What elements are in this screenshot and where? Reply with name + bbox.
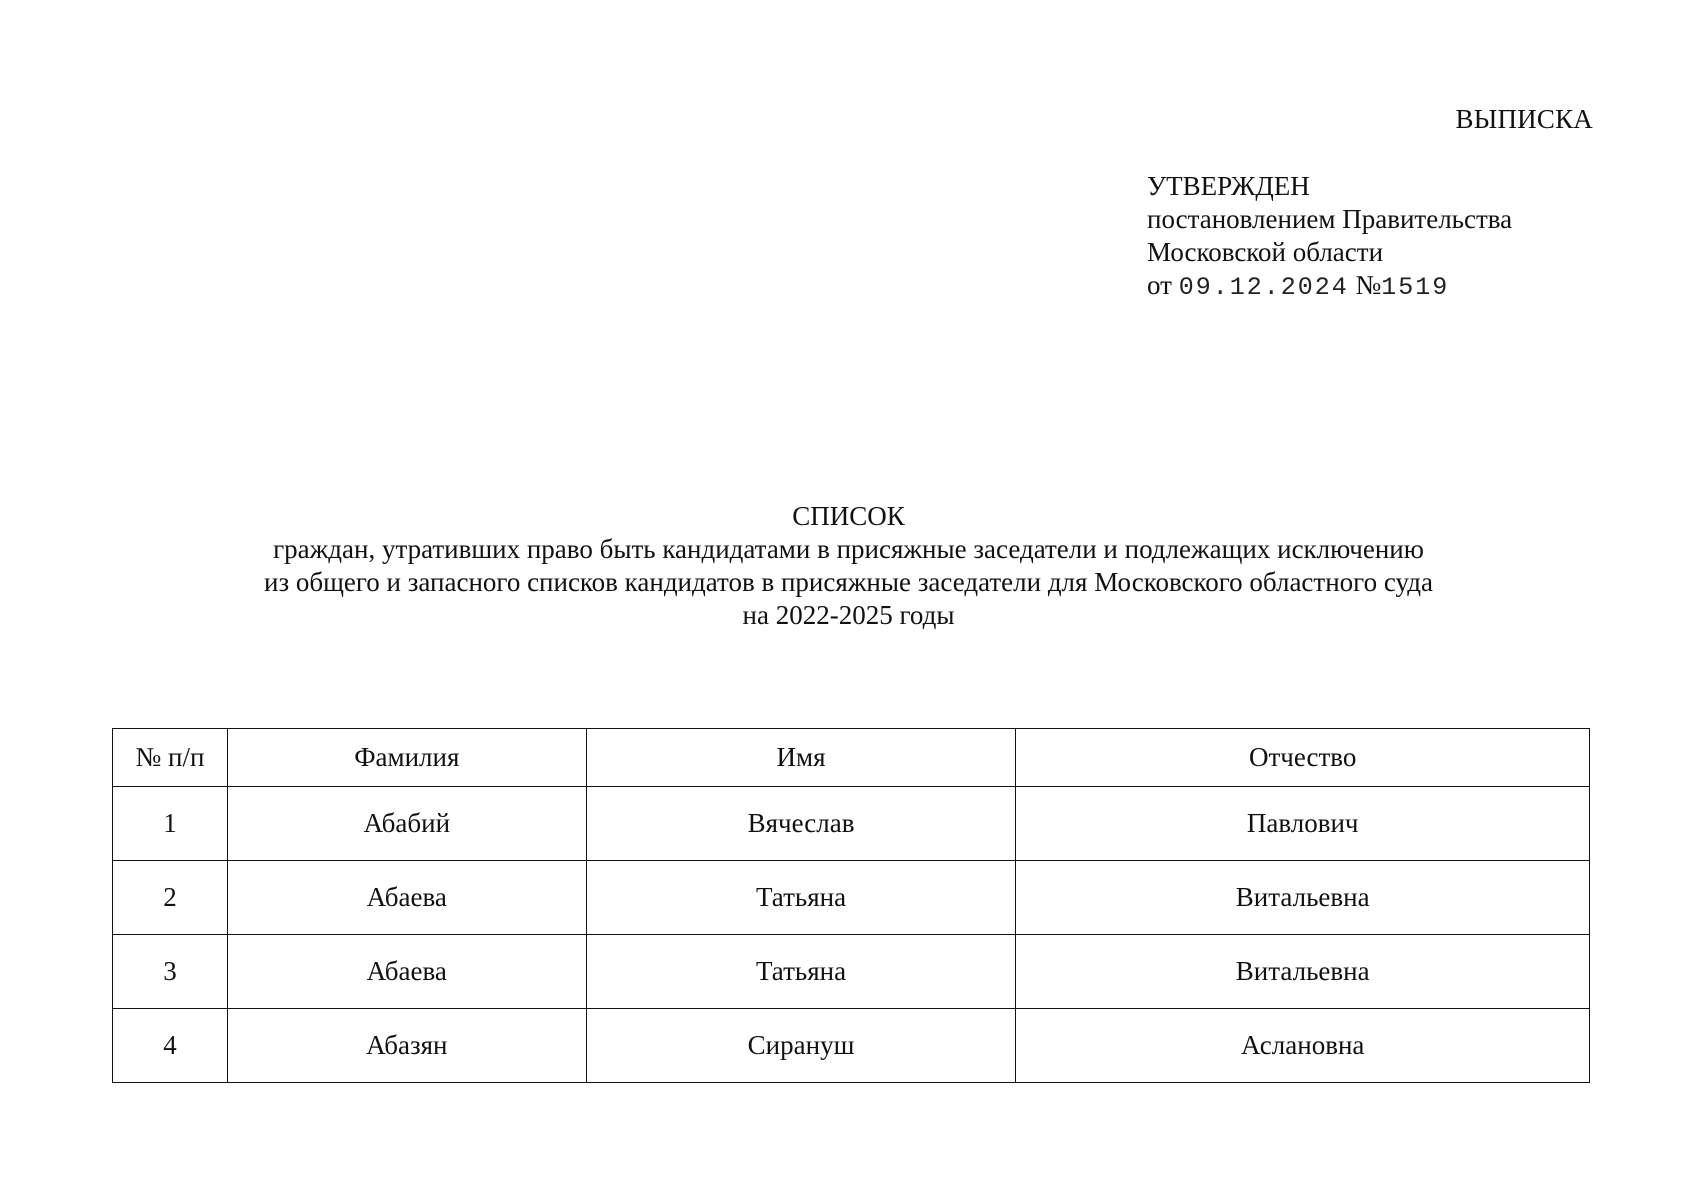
document-title: СПИСОК [792, 501, 905, 531]
approval-number-sign: № [1355, 270, 1382, 300]
cell-first-name: Татьяна [586, 935, 1016, 1009]
approval-date-prefix: от [1147, 270, 1172, 300]
cell-number: 2 [113, 861, 228, 935]
cell-surname: Абаева [227, 935, 586, 1009]
cell-patronymic: Витальевна [1016, 861, 1590, 935]
cell-number: 4 [113, 1009, 228, 1083]
approval-number: 1519 [1381, 273, 1450, 302]
table-row [113, 1009, 1590, 1083]
header-patronymic: Отчество [1016, 729, 1590, 787]
cell-first-name: Татьяна [586, 861, 1016, 935]
approval-stamp [1147, 170, 1512, 304]
cell-surname: Абаева [227, 861, 586, 935]
cell-patronymic: Аслановна [1016, 1009, 1590, 1083]
document-label: ВЫПИСКА [1455, 104, 1593, 134]
heading-line-1: граждан, утративших право быть кандидатами в присяжные заседатели и подлежащих исключению [273, 534, 1424, 564]
header-first-name: Имя [586, 729, 1016, 787]
approval-line-region: Московской области [1147, 237, 1384, 267]
header-number: № п/п [113, 729, 228, 787]
cell-number: 1 [113, 787, 228, 861]
cell-surname: Абазян [227, 1009, 586, 1083]
header-surname: Фамилия [227, 729, 586, 787]
cell-first-name: Вячеслав [586, 787, 1016, 861]
citizens-table [112, 728, 1590, 1083]
approval-line-approved: УТВЕРЖДЕН [1147, 171, 1310, 201]
table-header-row [113, 729, 1590, 787]
cell-number: 3 [113, 935, 228, 1009]
approval-line-date [1147, 269, 1512, 304]
table-row [113, 935, 1590, 1009]
heading-line-2: из общего и запасного списков кандидатов в присяжные заседатели для Московского областного суда [264, 567, 1433, 597]
cell-surname: Абабий [227, 787, 586, 861]
cell-first-name: Сирануш [586, 1009, 1016, 1083]
heading-line-3: на 2022-2025 годы [742, 600, 955, 630]
cell-patronymic: Витальевна [1016, 935, 1590, 1009]
document-heading [0, 500, 1697, 632]
approval-line-decree: постановлением Правительства [1147, 204, 1513, 234]
table-row [113, 861, 1590, 935]
approval-date: 09.12.2024 [1178, 273, 1349, 302]
cell-patronymic: Павлович [1016, 787, 1590, 861]
table-row [113, 787, 1590, 861]
